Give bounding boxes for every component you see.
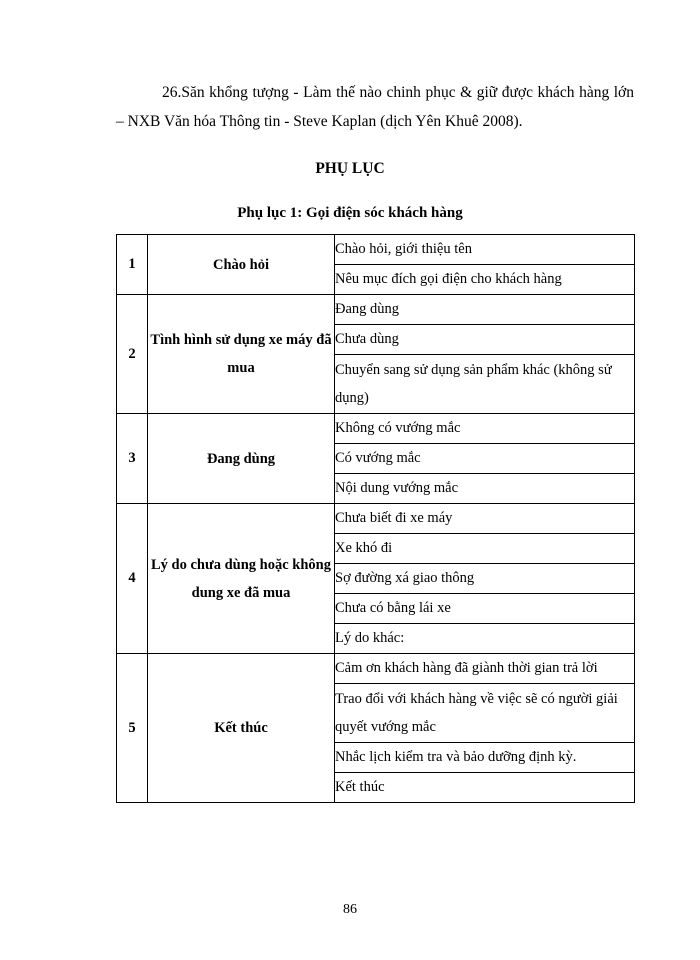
table-row <box>117 295 635 325</box>
section-item: Không có vướng mắc <box>335 414 635 444</box>
section-item: Lý do khác: <box>335 624 635 654</box>
appendix-heading: PHỤ LỤC <box>315 160 385 177</box>
reference-entry: 26.Săn khổng tượng - Làm thế nào chinh phục & giữ được khách hàng lớn – NXB Văn hóa Thông tin - Steve Kaplan (dịch Yên Khuê 2008). <box>116 84 634 130</box>
appendix-table <box>116 234 635 803</box>
section-number: 2 <box>117 295 148 414</box>
section-topic: Đang dùng <box>148 414 335 504</box>
table-row <box>117 654 635 684</box>
section-number: 1 <box>117 235 148 295</box>
section-item: Trao đổi với khách hàng về việc sẽ có người giải quyết vướng mắc <box>335 684 635 743</box>
section-number: 4 <box>117 504 148 654</box>
table-row <box>117 235 635 265</box>
section-topic: Lý do chưa dùng hoặc không dung xe đã mua <box>148 504 335 654</box>
section-item: Chưa biết đi xe máy <box>335 504 635 534</box>
section-item: Cảm ơn khách hàng đã giành thời gian trả lời <box>335 654 635 684</box>
section-item: Sợ đường xá giao thông <box>335 564 635 594</box>
section-item: Chưa dùng <box>335 325 635 355</box>
section-item: Chưa có bằng lái xe <box>335 594 635 624</box>
table-row <box>117 504 635 534</box>
section-item: Xe khó đi <box>335 534 635 564</box>
section-item: Nhắc lịch kiểm tra và bảo dưỡng định kỳ. <box>335 743 635 773</box>
section-item: Nêu mục đích gọi điện cho khách hàng <box>335 265 635 295</box>
section-topic: Chào hỏi <box>148 235 335 295</box>
section-item: Đang dùng <box>335 295 635 325</box>
section-number: 5 <box>117 654 148 803</box>
section-topic: Tình hình sử dụng xe máy đã mua <box>148 295 335 414</box>
section-item: Có vướng mắc <box>335 444 635 474</box>
section-item: Nội dung vướng mắc <box>335 474 635 504</box>
appendix-subheading: Phụ lục 1: Gọi điện sóc khách hàng <box>237 205 463 221</box>
section-number: 3 <box>117 414 148 504</box>
table-row <box>117 414 635 444</box>
section-item: Chào hỏi, giới thiệu tên <box>335 235 635 265</box>
section-item: Chuyển sang sử dụng sản phẩm khác (không sử dụng) <box>335 355 635 414</box>
section-item: Kết thúc <box>335 773 635 803</box>
section-topic: Kết thúc <box>148 654 335 803</box>
page-number: 86 <box>343 902 357 917</box>
